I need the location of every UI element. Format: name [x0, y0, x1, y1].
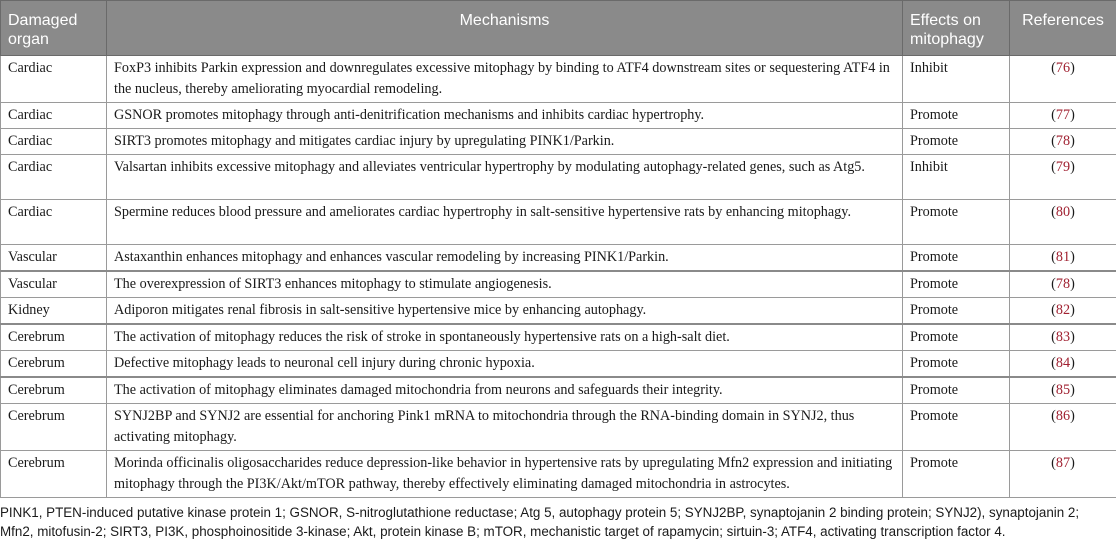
- mechanism-cell: Adiporon mitigates renal fibrosis in salt-sensitive hypertensive mice by enhancing autophagy.: [107, 298, 903, 325]
- reference-cell: (85): [1010, 377, 1116, 404]
- mechanism-cell: The overexpression of SIRT3 enhances mitophagy to stimulate angiogenesis.: [107, 271, 903, 298]
- organ-cell: Vascular: [1, 245, 107, 272]
- header-damaged-organ: Damaged organ: [1, 1, 107, 56]
- table-row: [1, 377, 1116, 404]
- mechanism-cell: FoxP3 inhibits Parkin expression and downregulates excessive mitophagy by binding to ATF4 downstream sites or sequestering ATF4 in the nucleus, thereby ameliorating myocardial remodeling.: [107, 56, 903, 103]
- organ-cell: Cerebrum: [1, 451, 107, 498]
- effect-cell: Inhibit: [903, 56, 1010, 103]
- table-row: [1, 245, 1116, 272]
- reference-link[interactable]: 80: [1055, 204, 1071, 220]
- reference-cell: (80): [1010, 200, 1116, 245]
- effect-cell: Promote: [903, 103, 1010, 129]
- effect-cell: Inhibit: [903, 155, 1010, 200]
- organ-cell: Cerebrum: [1, 377, 107, 404]
- organ-cell: Cerebrum: [1, 351, 107, 378]
- mechanism-cell: GSNOR promotes mitophagy through anti-denitrification mechanisms and inhibits cardiac hypertrophy.: [107, 103, 903, 129]
- effect-cell: Promote: [903, 351, 1010, 378]
- mechanism-cell: Defective mitophagy leads to neuronal cell injury during chronic hypoxia.: [107, 351, 903, 378]
- table-row: [1, 56, 1116, 103]
- reference-link[interactable]: 77: [1055, 107, 1071, 123]
- reference-link[interactable]: 82: [1055, 302, 1071, 318]
- mechanism-cell: The activation of mitophagy reduces the risk of stroke in spontaneously hypertensive rats on a high-salt diet.: [107, 324, 903, 351]
- table-row: [1, 155, 1116, 200]
- reference-cell: (86): [1010, 404, 1116, 451]
- reference-cell: (84): [1010, 351, 1116, 378]
- reference-cell: (81): [1010, 245, 1116, 272]
- reference-cell: (82): [1010, 298, 1116, 325]
- effect-cell: Promote: [903, 404, 1010, 451]
- table-row: [1, 200, 1116, 245]
- table-row: [1, 129, 1116, 155]
- effect-cell: Promote: [903, 377, 1010, 404]
- mechanism-cell: Morinda officinalis oligosaccharides reduce depression-like behavior in hypertensive rats by upregulating Mfn2 expression and initiating mitophagy through the PI3K/Akt/mTOR pathway, thereby effectively eliminating damaged mitochondria in astrocytes.: [107, 451, 903, 498]
- effect-cell: Promote: [903, 451, 1010, 498]
- effect-cell: Promote: [903, 298, 1010, 325]
- table-row: [1, 103, 1116, 129]
- header-references: References: [1010, 1, 1116, 56]
- reference-cell: (77): [1010, 103, 1116, 129]
- organ-cell: Cardiac: [1, 200, 107, 245]
- reference-cell: (78): [1010, 271, 1116, 298]
- mechanism-cell: SIRT3 promotes mitophagy and mitigates cardiac injury by upregulating PINK1/Parkin.: [107, 129, 903, 155]
- organ-cell: Kidney: [1, 298, 107, 325]
- effect-cell: Promote: [903, 271, 1010, 298]
- reference-link[interactable]: 78: [1055, 133, 1071, 149]
- reference-link[interactable]: 83: [1055, 329, 1071, 345]
- table-row: [1, 404, 1116, 451]
- table-footnote: PINK1, PTEN-induced putative kinase protein 1; GSNOR, S-nitroglutathione reductase; Atg 5, autophagy protein 5; SYNJ2BP, synaptojanin 2 binding protein; SYNJ2), synaptojanin 2; Mfn2, mitofusin-2; SIRT3, PI3K, phosphoinositide 3-kinase; Akt, protein kinase B; mTOR, mechanistic target of rapamycin; sirtuin-3; ATF4, activating transcription factor 4.: [0, 505, 1080, 539]
- reference-cell: (87): [1010, 451, 1116, 498]
- table-header-row: [1, 1, 1116, 56]
- organ-cell: Cardiac: [1, 103, 107, 129]
- reference-link[interactable]: 84: [1055, 355, 1071, 371]
- organ-cell: Cerebrum: [1, 404, 107, 451]
- mechanism-cell: SYNJ2BP and SYNJ2 are essential for anchoring Pink1 mRNA to mitochondria through the RNA-binding domain in SYNJ2, thus activating mitophagy.: [107, 404, 903, 451]
- reference-link[interactable]: 79: [1055, 159, 1071, 175]
- table-row: [1, 298, 1116, 325]
- reference-link[interactable]: 85: [1055, 382, 1071, 398]
- organ-cell: Vascular: [1, 271, 107, 298]
- table-row: [1, 451, 1116, 498]
- mechanism-cell: Astaxanthin enhances mitophagy and enhances vascular remodeling by increasing PINK1/Parkin.: [107, 245, 903, 272]
- mechanism-cell: The activation of mitophagy eliminates damaged mitochondria from neurons and safeguards their integrity.: [107, 377, 903, 404]
- mechanism-cell: Valsartan inhibits excessive mitophagy and alleviates ventricular hypertrophy by modulating autophagy-related genes, such as Atg5.: [107, 155, 903, 200]
- table-row: [1, 324, 1116, 351]
- organ-cell: Cardiac: [1, 129, 107, 155]
- organ-cell: Cardiac: [1, 155, 107, 200]
- reference-cell: (79): [1010, 155, 1116, 200]
- header-effects-on-mitophagy: Effects on mitophagy: [903, 1, 1010, 56]
- reference-link[interactable]: 86: [1055, 408, 1071, 424]
- table-row: [1, 351, 1116, 378]
- effect-cell: Promote: [903, 324, 1010, 351]
- organ-cell: Cerebrum: [1, 324, 107, 351]
- reference-link[interactable]: 81: [1055, 249, 1071, 265]
- effect-cell: Promote: [903, 245, 1010, 272]
- table-row: [1, 271, 1116, 298]
- reference-link[interactable]: 87: [1055, 455, 1071, 471]
- reference-link[interactable]: 76: [1055, 60, 1071, 76]
- effect-cell: Promote: [903, 200, 1010, 245]
- reference-link[interactable]: 78: [1055, 276, 1071, 292]
- effect-cell: Promote: [903, 129, 1010, 155]
- reference-cell: (78): [1010, 129, 1116, 155]
- reference-cell: (83): [1010, 324, 1116, 351]
- reference-cell: (76): [1010, 56, 1116, 103]
- organ-cell: Cardiac: [1, 56, 107, 103]
- mechanism-cell: Spermine reduces blood pressure and ameliorates cardiac hypertrophy in salt-sensitive hypertensive rats by enhancing mitophagy.: [107, 200, 903, 245]
- header-mechanisms: Mechanisms: [107, 1, 903, 56]
